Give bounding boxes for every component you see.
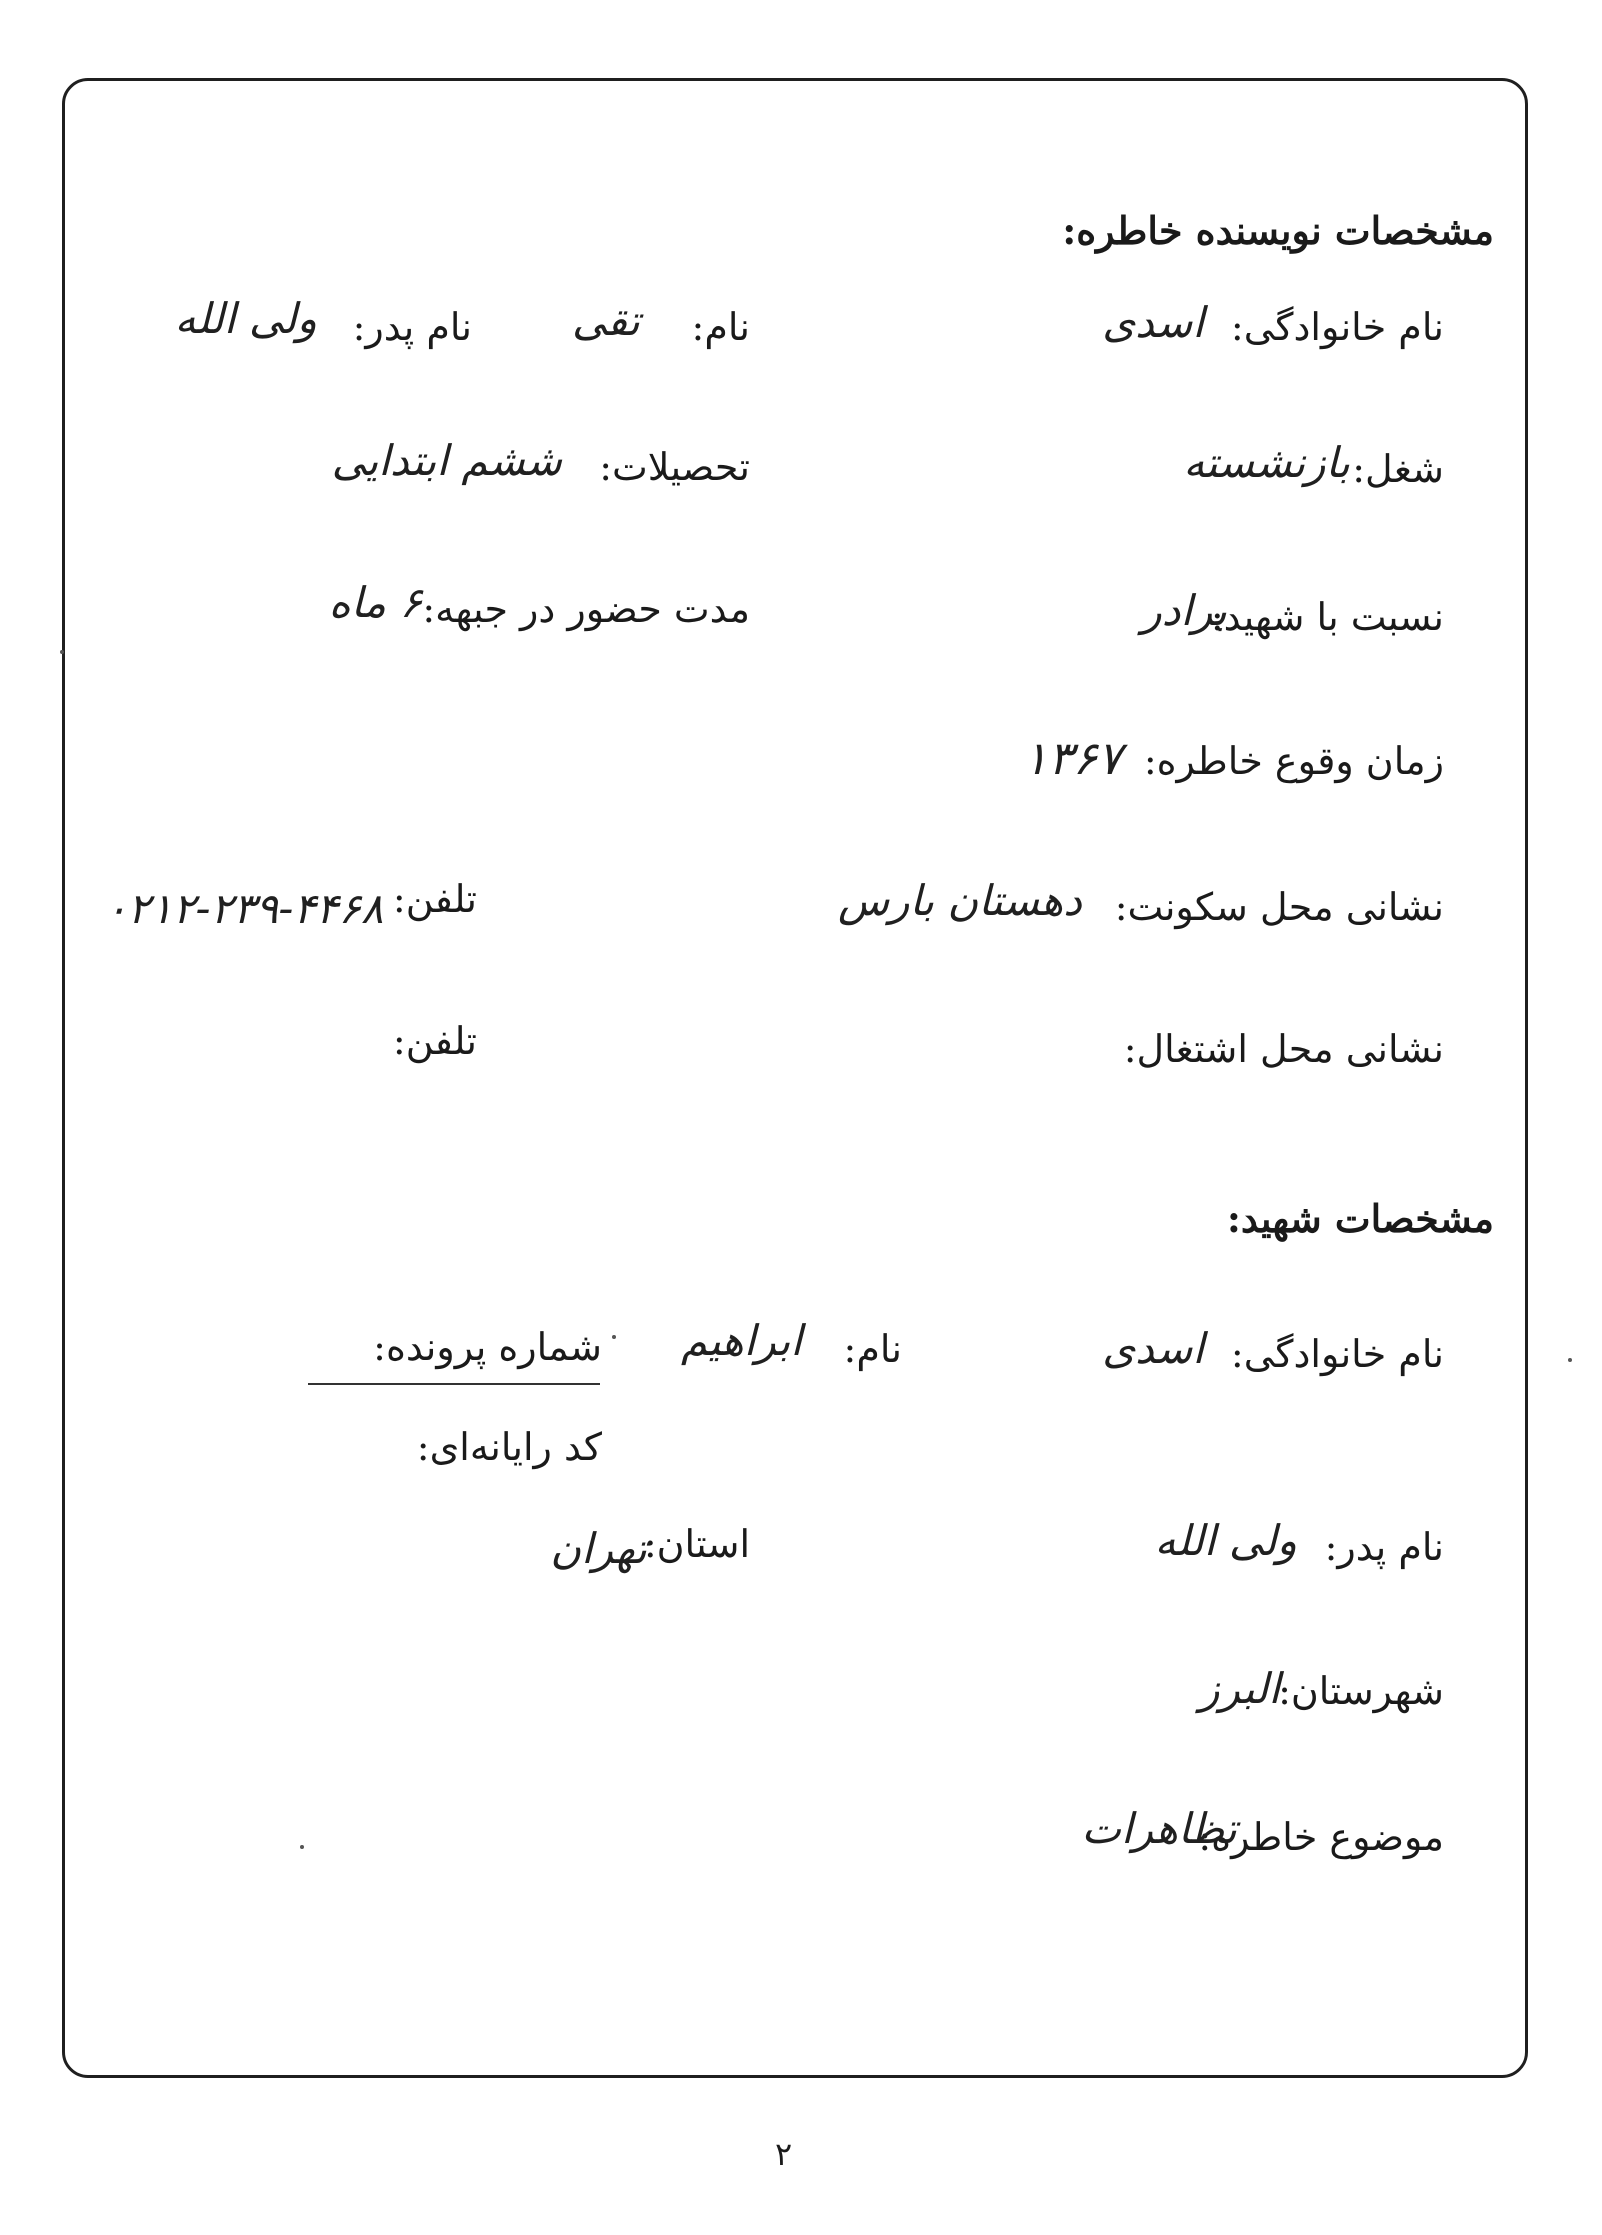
- martyr-computer-code-label: کد رایانه‌ای:: [416, 1425, 602, 1469]
- author-family-name-label: نام خانوادگی:: [1230, 305, 1444, 349]
- author-relation-value: برادر: [1141, 586, 1227, 635]
- martyr-name-label: نام:: [843, 1327, 902, 1371]
- author-front-duration-label: مدت حضور در جبهه:: [422, 587, 750, 631]
- author-home-phone-value: ۰۲۱۲-۲۳۹-۴۴۶۸: [105, 884, 384, 933]
- martyr-file-number-label: شماره پرونده:: [373, 1325, 602, 1369]
- author-work-address-label: نشانی محل اشتغال:: [1123, 1027, 1444, 1071]
- martyr-family-name-value: اسدی: [1102, 1324, 1204, 1373]
- author-name-value: تقی: [572, 296, 640, 345]
- martyr-name-value: ابراهیم: [681, 1316, 802, 1365]
- author-name-label: نام:: [691, 305, 750, 349]
- author-father-name-label: نام پدر:: [352, 305, 472, 349]
- author-front-duration-value: ۶ ماه: [328, 578, 422, 627]
- author-home-phone-label: تلفن:: [392, 877, 477, 921]
- author-job-label: شغل:: [1352, 447, 1444, 491]
- file-number-line: [308, 1383, 600, 1385]
- martyr-section-title: مشخصات شهید:: [1226, 1196, 1494, 1241]
- page-number: ۲: [775, 2135, 793, 2173]
- author-father-name-value: ولی الله: [174, 294, 317, 343]
- martyr-county-label: شهرستان:: [1278, 1669, 1444, 1713]
- author-education-value: ششم ابتدایی: [331, 436, 562, 485]
- scan-speck: [1568, 1358, 1572, 1362]
- scan-speck: [612, 1335, 616, 1339]
- martyr-province-value: تهران: [550, 1524, 647, 1573]
- martyr-memory-subject-label: موضوع خاطره:: [1198, 1815, 1444, 1859]
- scan-speck: [60, 650, 64, 654]
- martyr-family-name-label: نام خانوادگی:: [1230, 1332, 1444, 1376]
- author-family-name-value: اسدی: [1102, 298, 1204, 347]
- author-memory-time-label: زمان وقوع خاطره:: [1143, 739, 1444, 783]
- author-work-phone-label: تلفن:: [392, 1019, 477, 1063]
- martyr-province-label: استان:: [643, 1522, 750, 1566]
- martyr-father-name-value: ولی الله: [1154, 1516, 1297, 1565]
- martyr-memory-subject-value: تظاهرات: [1081, 1804, 1237, 1853]
- author-home-address-value: دهستان بارس: [837, 876, 1082, 925]
- form-border: [62, 78, 1528, 2078]
- author-education-label: تحصیلات:: [599, 445, 750, 489]
- author-home-address-label: نشانی محل سکونت:: [1114, 885, 1444, 929]
- martyr-county-value: البرز: [1199, 1664, 1280, 1713]
- martyr-father-name-label: نام پدر:: [1324, 1525, 1444, 1569]
- author-section-title: مشخصات نویسنده خاطره:: [1062, 208, 1494, 253]
- author-relation-label: نسبت با شهید:: [1210, 595, 1444, 639]
- author-job-value: بازنشسته: [1183, 438, 1350, 487]
- scan-speck: [300, 1845, 304, 1849]
- author-memory-time-value: ۱۳۶۷: [1023, 731, 1122, 785]
